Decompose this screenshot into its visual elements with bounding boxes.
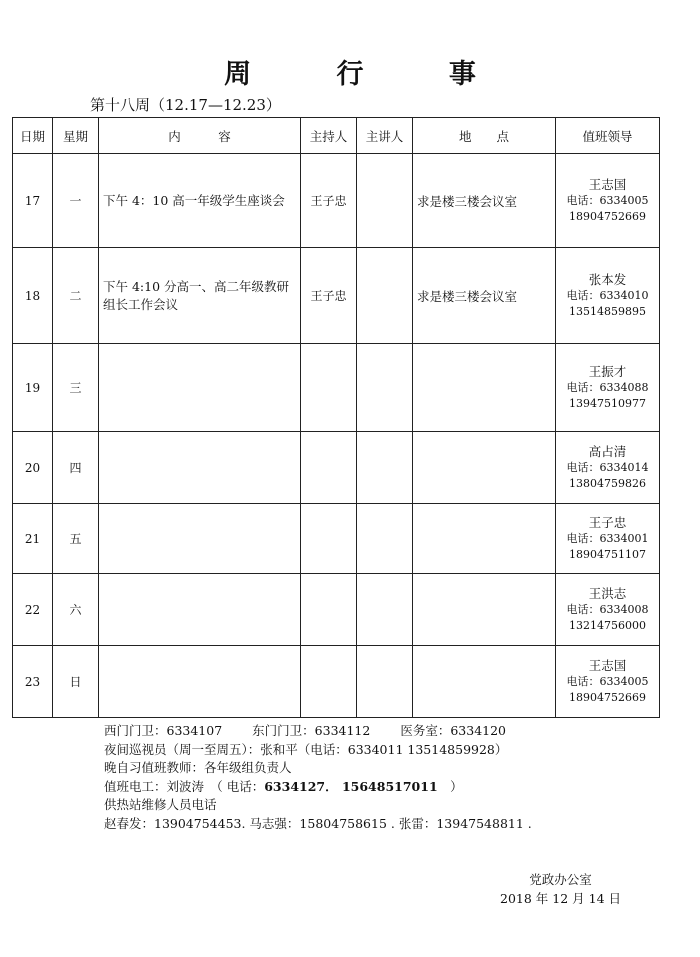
leader-name: 高占清: [588, 443, 627, 459]
issue-date: 2018 年 12 月 14 日: [500, 891, 621, 906]
leader-cell: [556, 574, 660, 646]
leader-name: 王洪志: [588, 585, 627, 601]
schedule-table: [12, 117, 660, 718]
leader-phone: 电话：6334010: [566, 288, 649, 302]
table-row: [13, 646, 660, 718]
speaker-cell: [357, 248, 413, 344]
place-cell: [413, 574, 556, 646]
header-place: 地 点: [413, 118, 556, 154]
contact-footer: [104, 722, 532, 833]
weekday-cell: 四: [53, 432, 99, 504]
speaker-cell: [357, 432, 413, 504]
header-weekday: 星期: [53, 118, 99, 154]
leader-cell: [556, 154, 660, 248]
signature-block: [500, 870, 621, 908]
content-cell: [99, 344, 301, 432]
place-cell: 求是楼三楼会议室: [413, 154, 556, 248]
table-header-row: [13, 118, 660, 154]
leader-mobile: 13514859895: [569, 304, 646, 318]
date-cell: 19: [13, 344, 53, 432]
leader-phone: 电话：6334005: [566, 674, 649, 688]
leader-cell: [556, 248, 660, 344]
table-row: [13, 432, 660, 504]
header-content: 内 容: [99, 118, 301, 154]
table-row: [13, 248, 660, 344]
clinic-phone: 医务室：6334120: [400, 723, 507, 738]
week-label: 第十八周（12.17—12.23）: [90, 96, 281, 114]
leader-cell: [556, 504, 660, 574]
content-cell: 下午 4：10 高一年级学生座谈会: [99, 154, 301, 248]
date-cell: 23: [13, 646, 53, 718]
speaker-cell: [357, 504, 413, 574]
host-cell: 王子忠: [301, 154, 357, 248]
date-cell: 22: [13, 574, 53, 646]
leader-phone: 电话：6334088: [566, 380, 649, 394]
content-cell: [99, 504, 301, 574]
header-date: 日期: [13, 118, 53, 154]
host-cell: 王子忠: [301, 248, 357, 344]
leader-name: 王振才: [588, 363, 627, 379]
leader-name: 王子忠: [588, 514, 627, 530]
office-name: 党政办公室: [529, 872, 592, 887]
leader-phone: 电话：6334008: [566, 602, 649, 616]
place-cell: [413, 504, 556, 574]
weekday-cell: 二: [53, 248, 99, 344]
electrician-prefix: 值班电工：刘波涛 （ 电话：: [104, 778, 265, 794]
host-cell: [301, 504, 357, 574]
place-cell: 求是楼三楼会议室: [413, 248, 556, 344]
electrician-suffix: ）: [437, 778, 463, 794]
content-cell: 下午 4:10 分高一、高二年级教研组长工作会议: [99, 248, 301, 344]
place-cell: [413, 344, 556, 432]
place-cell: [413, 432, 556, 504]
weekday-cell: 一: [53, 154, 99, 248]
electrician-line: [104, 778, 532, 797]
document-title: 周 行 事: [224, 59, 514, 90]
leader-mobile: 18904752669: [569, 690, 646, 704]
date-cell: 21: [13, 504, 53, 574]
host-cell: [301, 432, 357, 504]
table-row: [13, 504, 660, 574]
east-gate-phone: 东门门卫：6334112: [252, 723, 371, 738]
table-row: [13, 344, 660, 432]
date-cell: 17: [13, 154, 53, 248]
header-speaker: 主讲人: [357, 118, 413, 154]
leader-mobile: 13214756000: [569, 618, 646, 632]
heating-contacts: 赵春发：13904754453. 马志强：15804758615 . 张雷：13947548811 .: [104, 815, 532, 831]
place-cell: [413, 646, 556, 718]
speaker-cell: [357, 574, 413, 646]
content-cell: [99, 432, 301, 504]
weekday-cell: 三: [53, 344, 99, 432]
speaker-cell: [357, 344, 413, 432]
west-gate-phone: 西门门卫：6334107: [104, 723, 223, 738]
leader-cell: [556, 646, 660, 718]
content-cell: [99, 574, 301, 646]
gate-phones-line: [104, 722, 532, 741]
leader-mobile: 13947510977: [569, 396, 646, 410]
leader-cell: [556, 344, 660, 432]
leader-phone: 电话：6334005: [566, 193, 649, 207]
leader-mobile: 18904752669: [569, 209, 646, 223]
electrician-numbers: 6334127． 15648517011: [264, 778, 438, 794]
content-cell: [99, 646, 301, 718]
header-host: 主持人: [301, 118, 357, 154]
table-row: [13, 154, 660, 248]
evening-study-line: 晚自习值班教师：各年级组负责人: [104, 760, 292, 775]
weekday-cell: 五: [53, 504, 99, 574]
host-cell: [301, 344, 357, 432]
leader-phone: 电话：6334001: [566, 531, 649, 545]
weekday-cell: 六: [53, 574, 99, 646]
heating-title: 供热站维修人员电话: [104, 797, 217, 812]
speaker-cell: [357, 154, 413, 248]
leader-phone: 电话：6334014: [566, 460, 649, 474]
leader-mobile: 18904751107: [569, 547, 646, 561]
header-leader: 值班领导: [556, 118, 660, 154]
host-cell: [301, 646, 357, 718]
leader-mobile: 13804759826: [569, 476, 646, 490]
table-row: [13, 574, 660, 646]
leader-name: 王志国: [588, 657, 627, 673]
host-cell: [301, 574, 357, 646]
leader-name: 张本发: [588, 271, 627, 287]
night-patrol-line: 夜间巡视员（周一至周五）：张和平（电话：6334011 13514859928）: [104, 741, 508, 757]
date-cell: 18: [13, 248, 53, 344]
weekday-cell: 日: [53, 646, 99, 718]
leader-name: 王志国: [588, 176, 627, 192]
speaker-cell: [357, 646, 413, 718]
date-cell: 20: [13, 432, 53, 504]
leader-cell: [556, 432, 660, 504]
